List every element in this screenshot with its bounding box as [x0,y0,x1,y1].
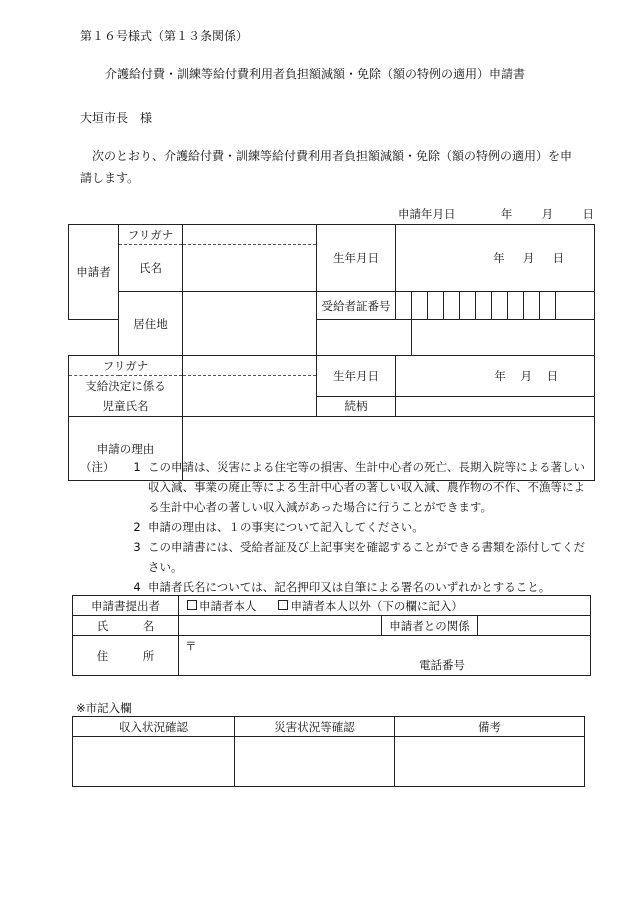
cert-digit-6[interactable] [476,292,492,320]
recipient-cert-label: 受給者証番号 [317,292,396,320]
cert-digit-10[interactable] [540,292,556,320]
applicant-furigana-field[interactable] [183,225,317,245]
child-birth-month: 月 [520,368,533,383]
disaster-check-field[interactable] [235,737,395,787]
note-item-4 [80,577,590,597]
note-number: 1 [133,460,141,474]
relationship-field[interactable] [396,396,595,417]
city-use-table [72,716,585,787]
relationship-label: 続柄 [317,396,396,417]
self-checkbox[interactable] [187,600,197,610]
addressee: 大垣市長 様 [80,111,153,125]
applicant-birthdate-field[interactable] [396,225,595,292]
relation-label: 申請者との関係 [382,616,478,636]
submitter-table [72,595,591,676]
phone-label: 電話番号 [419,658,465,672]
application-date-label: 申請年月日 [398,207,456,221]
cert-digit-2[interactable] [412,292,428,320]
reason-label: 申請の理由 [69,417,183,481]
applicant-section-label: 申請者 [69,225,119,320]
applicant-name-label: 氏名 [119,245,183,292]
notes-section [80,457,590,597]
form-number: 第１６号様式（第１３条関係） [80,29,249,43]
note-text: 申請の理由は、１の事実について記入してください。 [148,520,424,534]
other-option-label: 申請者本人以外（下の欄に記入） [290,598,463,613]
postal-mark: 〒 [185,639,197,653]
child-decision-label: 支給決定に係る [85,379,166,393]
cert-spacer [556,292,595,320]
note-number: 4 [133,580,141,594]
note-item-1 [80,457,590,517]
applicant-furigana-label: フリガナ [119,225,183,245]
child-name-label [69,376,183,417]
submitter-address-field[interactable] [179,636,591,676]
child-name-field[interactable] [183,376,317,417]
application-year-label: 年 [500,207,513,221]
applicant-birth-day: 日 [552,251,565,265]
note-text: この申請書には、受給者証及び上記事実を確認することができる書類を添付してください。 [148,540,585,574]
cert-digit-7[interactable] [492,292,508,320]
applicant-table [68,224,595,481]
application-date [398,206,594,222]
address-extra-2 [412,320,595,356]
cert-digit-5[interactable] [460,292,476,320]
note-item-2 [80,517,590,537]
intro-text: 次のとおり、介護給付費・訓練等給付費利用者負担額減額・免除（額の特例の適用）を申請します。 [80,149,573,185]
applicant-birth-year: 年 [493,251,505,265]
cert-digit-3[interactable] [428,292,444,320]
child-birth-year: 年 [494,368,506,383]
child-birth-day: 日 [546,368,559,383]
child-birthdate-field[interactable] [396,356,595,397]
submitter-name-field[interactable] [179,616,382,636]
application-month-label: 月 [541,207,554,221]
applicant-birth-month: 月 [522,251,535,265]
cert-digit-1[interactable] [396,292,412,320]
note-text: この申請は、災害による住宅等の損害、生計中心者の死亡、長期入院等による著しい収入減、事業の廃止等による生計中心者の著しい収入減、農作物の不作、不漁等による生計中心者の著しい収入減があった場合に行うことができます。 [148,460,585,514]
income-check-field[interactable] [73,737,235,787]
remarks-field[interactable] [395,737,585,787]
remarks-header: 備考 [395,717,585,737]
income-check-header: 収入状況確認 [73,717,235,737]
relation-field[interactable] [478,616,591,636]
submitter-options [179,596,591,616]
applicant-name-field[interactable] [183,245,317,292]
document-title: 介護給付費・訓練等給付費利用者負担額減額・免除（額の特例の適用）申請書 [104,67,525,81]
disaster-check-header: 災害状況等確認 [235,717,395,737]
applicant-address-label: 居住地 [119,292,183,356]
submitter-address-label: 住 所 [73,636,179,676]
notes-heading: （注） [80,460,115,474]
cert-digit-9[interactable] [524,292,540,320]
child-furigana-label: フリガナ [69,356,183,376]
child-name-text-label: 児童氏名 [102,399,149,413]
child-furigana-field[interactable] [183,356,317,376]
other-checkbox[interactable] [278,600,288,610]
note-text: 申請者氏名については、記名押印又は自筆による署名のいずれかとすること。 [148,580,551,594]
submitter-name-label: 氏 名 [73,616,179,636]
child-birthdate-label: 生年月日 [317,356,396,397]
application-day-label: 日 [582,207,594,221]
applicant-birthdate-label: 生年月日 [317,225,396,292]
note-number: 3 [133,540,141,554]
note-item-3 [80,537,590,577]
applicant-address-field[interactable] [183,292,317,356]
note-number: 2 [133,520,141,534]
address-extra [317,320,412,356]
city-section-label: ※市記入欄 [76,701,132,715]
applicant-blank [69,320,119,356]
cert-digit-4[interactable] [444,292,460,320]
cert-digit-8[interactable] [508,292,524,320]
submitter-label: 申請書提出者 [73,596,179,616]
self-option-label: 申請者本人 [199,598,257,613]
